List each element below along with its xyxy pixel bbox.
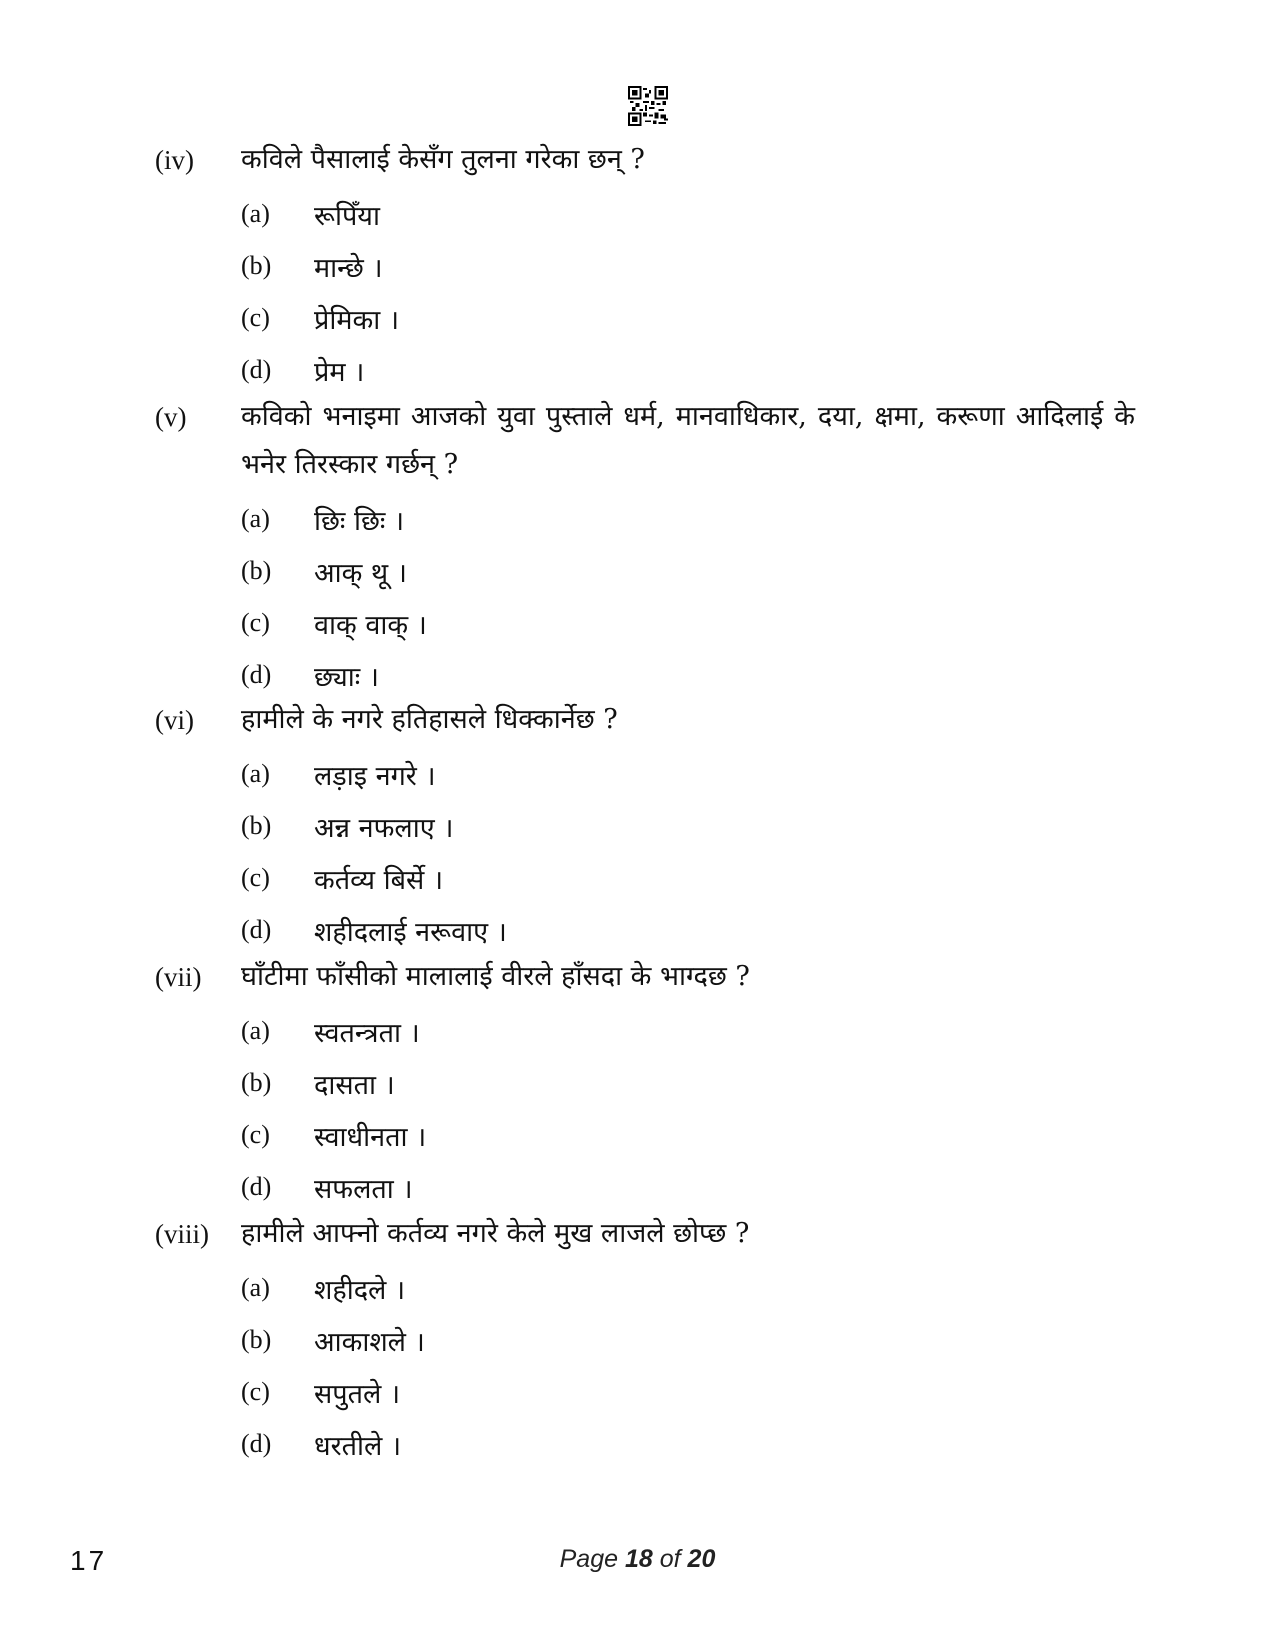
- option-list: [155, 1262, 1135, 1470]
- option-d: [241, 1418, 1135, 1470]
- option-c: [241, 1109, 1135, 1161]
- option-text: प्रेमिका ।: [314, 304, 400, 336]
- page-number: [0, 1545, 1275, 1574]
- option-label: (a): [241, 504, 270, 533]
- question-vi: [155, 696, 1135, 956]
- question-text: हामीले के नगरे हतिहासले धिक्कार्नेछ ?: [241, 704, 618, 735]
- option-list: [155, 188, 1135, 396]
- question-viii: [155, 1210, 1135, 1470]
- option-d: [241, 904, 1135, 956]
- option-text: आकाशले ।: [314, 1326, 425, 1358]
- option-label: (a): [241, 1016, 270, 1045]
- option-a: [241, 493, 1135, 545]
- option-text: छ्याः ।: [314, 661, 380, 693]
- option-text: मान्छे ।: [314, 252, 383, 284]
- option-list: [155, 1005, 1135, 1213]
- option-label: (a): [241, 199, 270, 228]
- option-text: प्रेम ।: [314, 356, 365, 388]
- question-iv: [155, 136, 1135, 396]
- option-b: [241, 545, 1135, 597]
- question-number: (vi): [155, 705, 194, 735]
- question-text: कविको भनाइमा आजको युवा पुस्ताले धर्म, मानवाधिकार, दया, क्षमा, करूणा आदिलाई के भनेर तिरस्कार गर्छन् ?: [241, 401, 1135, 480]
- option-c: [241, 292, 1135, 344]
- option-a: [241, 188, 1135, 240]
- option-label: (d): [241, 915, 272, 944]
- option-label: (c): [241, 303, 270, 332]
- option-b: [241, 1314, 1135, 1366]
- option-label: (d): [241, 1172, 272, 1201]
- option-d: [241, 1161, 1135, 1213]
- option-label: (b): [241, 251, 272, 280]
- option-text: सफलता ।: [314, 1173, 413, 1205]
- page-total: 20: [687, 1545, 716, 1573]
- option-label: (a): [241, 1273, 270, 1302]
- page-prefix: Page: [559, 1545, 619, 1573]
- option-b: [241, 1057, 1135, 1109]
- option-list: [155, 493, 1135, 701]
- page-current: 18: [624, 1545, 653, 1573]
- option-text: वाक् वाक् ।: [314, 609, 427, 641]
- option-label: (c): [241, 863, 270, 892]
- option-label: (b): [241, 1325, 272, 1354]
- option-text: शहीदले ।: [314, 1274, 406, 1306]
- option-text: छिः छिः ।: [314, 505, 405, 537]
- question-number: (iv): [155, 145, 194, 175]
- option-label: (d): [241, 355, 272, 384]
- option-list: [155, 748, 1135, 956]
- question-number: (viii): [155, 1219, 209, 1249]
- option-c: [241, 1366, 1135, 1418]
- question-v: [155, 393, 1135, 701]
- question-number: (v): [155, 402, 187, 432]
- option-label: (b): [241, 811, 272, 840]
- question-text: घाँटीमा फाँसीको मालालाई वीरले हाँसदा के भाग्दछ ?: [241, 961, 750, 992]
- option-c: [241, 852, 1135, 904]
- option-a: [241, 748, 1135, 800]
- option-text: सपुतले ।: [314, 1378, 401, 1410]
- question-number: (vii): [155, 962, 202, 992]
- option-text: रूपिँया: [314, 200, 380, 232]
- option-label: (b): [241, 1068, 272, 1097]
- option-d: [241, 344, 1135, 396]
- option-label: (c): [241, 1120, 270, 1149]
- option-a: [241, 1005, 1135, 1057]
- option-text: स्वाधीनता ।: [314, 1121, 427, 1153]
- option-text: धरतीले ।: [314, 1430, 402, 1462]
- option-label: (c): [241, 1377, 270, 1406]
- option-b: [241, 800, 1135, 852]
- option-a: [241, 1262, 1135, 1314]
- option-label: (b): [241, 556, 272, 585]
- option-text: कर्तव्य बिर्से ।: [314, 864, 444, 896]
- question-text: कविले पैसालाई केसँग तुलना गरेका छन् ?: [241, 144, 645, 175]
- option-label: (a): [241, 759, 270, 788]
- question-text: हामीले आफ्नो कर्तव्य नगरे केले मुख लाजले छोप्छ ?: [241, 1218, 750, 1249]
- option-d: [241, 649, 1135, 701]
- option-text: दासता ।: [314, 1069, 395, 1101]
- paper-code: 17: [70, 1545, 108, 1576]
- option-label: (d): [241, 1429, 272, 1458]
- option-text: अन्न नफलाए ।: [314, 812, 454, 844]
- option-text: आक् थू ।: [314, 557, 407, 589]
- qr-code-icon: [628, 86, 668, 126]
- option-c: [241, 597, 1135, 649]
- page-of: of: [659, 1545, 681, 1573]
- option-label: (d): [241, 660, 272, 689]
- option-label: (c): [241, 608, 270, 637]
- option-text: लड़ाइ नगरे ।: [314, 760, 436, 792]
- option-b: [241, 240, 1135, 292]
- option-text: स्वतन्त्रता ।: [314, 1017, 420, 1049]
- option-text: शहीदलाई नरूवाए ।: [314, 916, 507, 948]
- question-vii: [155, 953, 1135, 1213]
